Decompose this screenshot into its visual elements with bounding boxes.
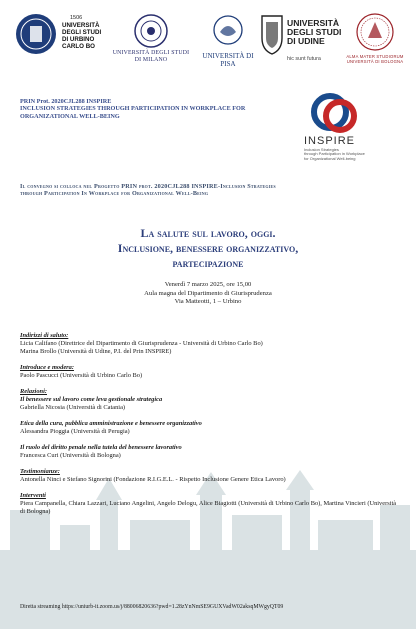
relazione-title: Il ruolo del diritto penale nella tutela del benessere lavorativo (20, 444, 182, 451)
event-title: La salute sul lavoro, oggi. Inclusione, benessere organizzativo, partecipazione (117, 226, 299, 270)
inspire-symbol-icon (306, 92, 366, 136)
prin-project-header: PRIN Prot. 2020CJL288 INSPIRE INCLUSION STRATEGIES THROUGH PARTICIPATION IN WORKPLACE FOR ORGANIZATIONAL WELL-BEING (20, 98, 246, 120)
inspire-logo (300, 92, 380, 162)
bologna-seal-icon (344, 12, 406, 52)
convegno-intro: Il convegno si colloca nel Progetto PRIN prot. 2020CJL288 INSPIRE-Inclusion Strategies through Participation In Workplace for Organizational Well-Being (20, 183, 276, 198)
interventi-heading: Interventi (20, 492, 46, 499)
saluti-speaker: Marina Brollo (Università di Udine, P.I. del Prin INSPIRE) (20, 348, 172, 355)
event-venue: Aula magna del Dipartimento di Giurisprudenza (144, 289, 272, 297)
event-date: Venerdì 7 marzo 2025, ore 15,00 (164, 281, 252, 288)
inspire-subtitle: Inclusion Strategies through Participation in Workplace for Organizational Well-being (304, 147, 365, 161)
logo-bologna (344, 12, 404, 64)
udine-name: UNIVERSITÀ DEGLI STUDI DI UDINE (287, 18, 342, 46)
saluti-heading: Indirizzi di saluto: (20, 332, 69, 339)
logo-milano (108, 12, 194, 63)
bologna-name: ALMA MATER STUDIORUM UNIVERSITÀ DI BOLOGNA (346, 54, 404, 64)
event-address: Via Matteotti, 1 – Urbino (174, 298, 242, 305)
relazione-title: Il benessere sul lavoro come leva gestionale strategica (20, 396, 163, 403)
testimonianze-speakers: Antonella Ninci e Stefano Signorini (Fondazione R.I.G.E.L. - Rispetto Inclusione Genere Etica Lavoro) (20, 476, 286, 483)
streaming-link[interactable]: Diretta streaming https://uniurb-it.zoom.us/j/88006820636?pwd=1.28zYnNmSE9GUXVadW02aksqMWgyQT09 (20, 604, 284, 610)
relazione-title: Etica della cura, pubblica amministrazione e benessere organizzativo (20, 420, 202, 427)
udine-motto: hic sunt futura (287, 56, 321, 62)
moderator: Paolo Pascucci (Università di Urbino Carlo Bo) (20, 372, 143, 379)
relazioni-heading: Relazioni: (20, 388, 47, 395)
urbino-seal-icon (14, 12, 58, 56)
inspire-title: INSPIRE (304, 135, 356, 147)
relazione-speaker: Alessandra Pioggia (Università di Perugia) (20, 428, 130, 435)
event-info (20, 281, 396, 307)
relazione-speaker: Francesca Curi (Università di Bologna) (20, 452, 121, 459)
logo-urbino (14, 12, 114, 56)
milano-name: UNIVERSITÀ DEGLI STUDI DI MILANO (112, 50, 190, 63)
udine-shield-icon (260, 12, 284, 56)
testimonianze-heading: Testimonianze: (20, 468, 60, 475)
urbino-name: UNIVERSITÀ DEGLI STUDI DI URBINO CARLO BO (62, 22, 102, 50)
pisa-name: UNIVERSITÀ DI PISA (202, 52, 254, 68)
intro-heading: Introduce e modera: (20, 364, 74, 371)
event-program (20, 332, 400, 516)
milano-seal-icon (108, 12, 194, 50)
logo-pisa (198, 12, 258, 68)
urbino-year: 1506 (70, 15, 83, 21)
relazione-speaker: Gabriella Nicosia (Università di Catania) (20, 404, 126, 411)
saluti-speaker: Licia Califano (Direttrice del Dipartimento di Giurisprudenza - Università di Urbino Carlo Bo) (20, 340, 263, 347)
pisa-cherub-icon (198, 12, 258, 50)
university-logos (14, 12, 404, 72)
interventi-speakers: Piera Campanella, Chiara Lazzari, Luciano Angelini, Angelo Delogu, Alice Biagiotti (Università di Urbino Carlo Bo), Martina Vincieri (Università di Bologna) (20, 500, 397, 515)
